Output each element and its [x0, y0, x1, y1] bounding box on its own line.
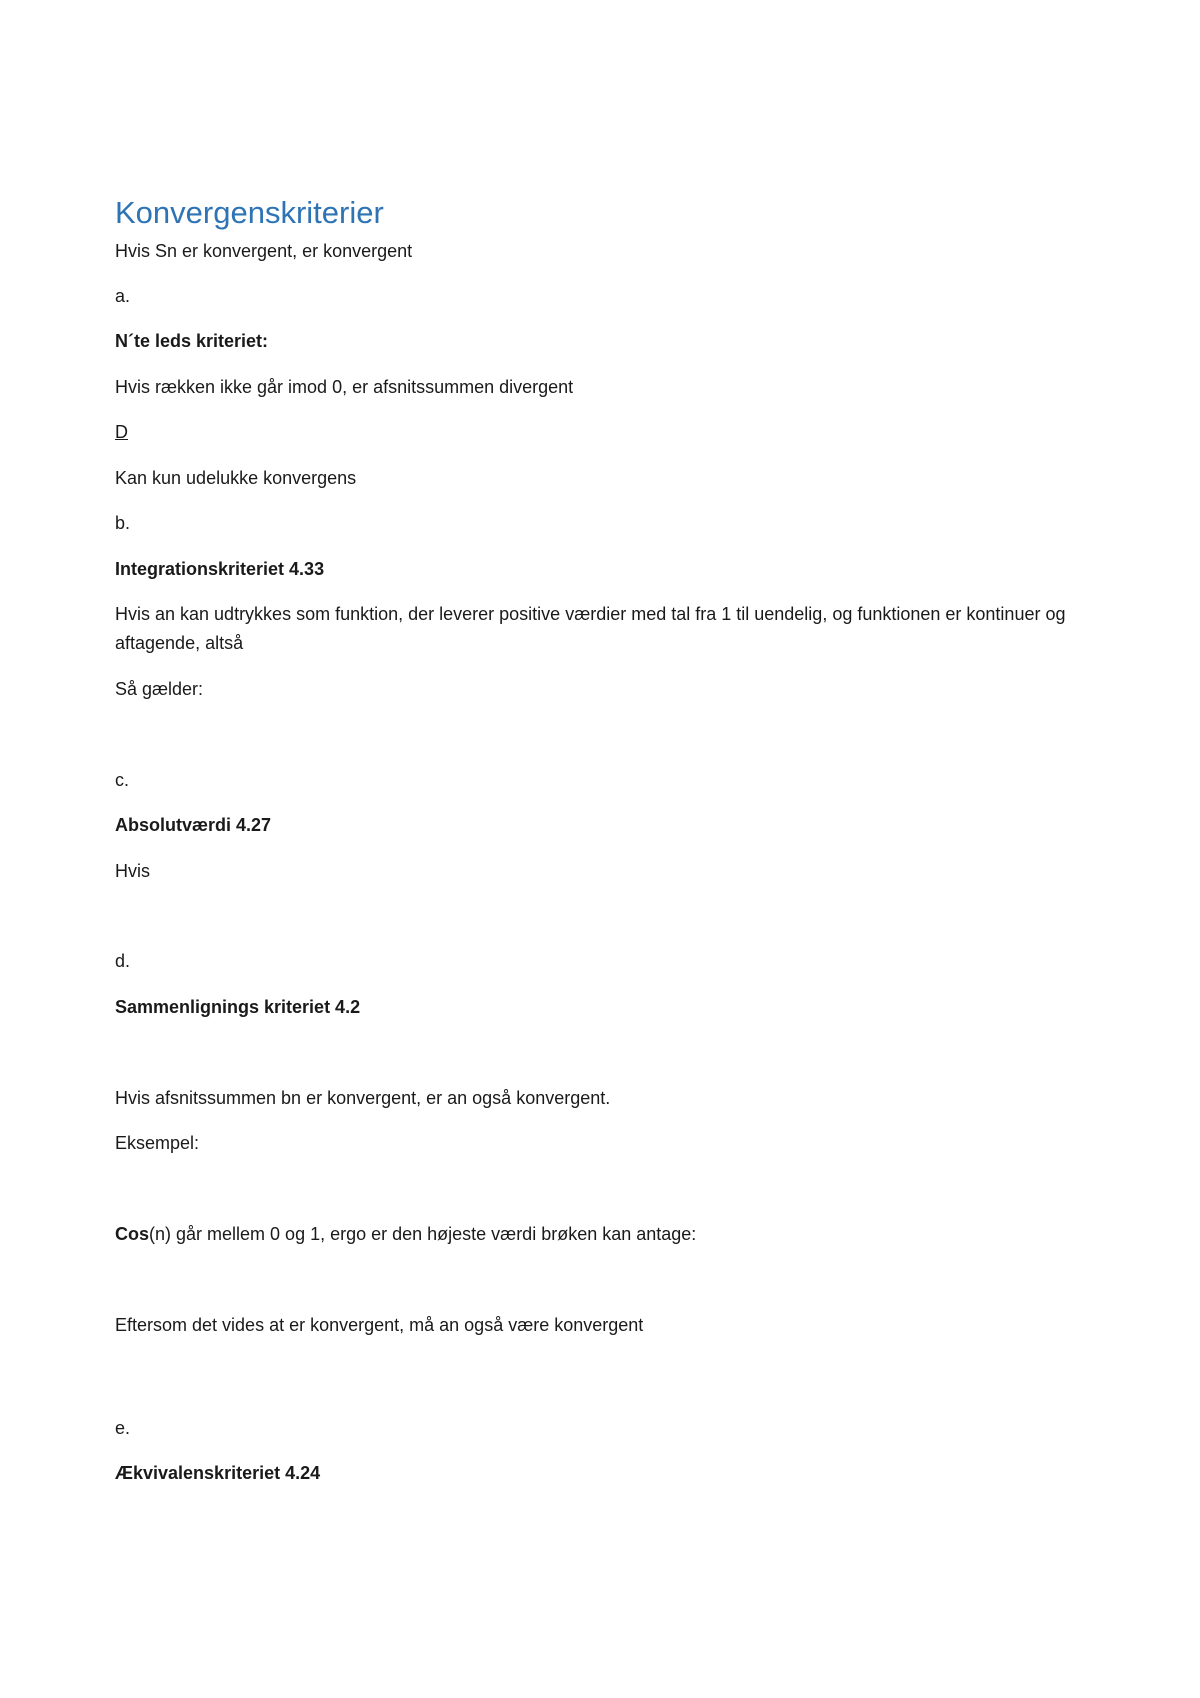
section-b-text: Hvis an kan udtrykkes som funktion, der leverer positive værdier med tal fra 1 til uendelig, og funktionen er kontinuer og aftagende, altså: [115, 604, 1066, 653]
intro-text: Hvis Sn er konvergent, er konvergent: [115, 241, 413, 261]
section-c-heading: Absolutværdi 4.27: [115, 815, 272, 835]
section-d-example-text: [115, 1220, 1105, 1249]
section-a-heading: N´te leds kriteriet:: [115, 331, 269, 351]
section-b-heading: Integrationskriteriet 4.33: [115, 559, 325, 579]
section-d-text: Hvis afsnitssummen bn er konvergent, er an også konvergent.: [115, 1088, 611, 1108]
section-d-conclusion: Eftersom det vides at er konvergent, må an også være konvergent: [115, 1315, 644, 1335]
section-a-text: Hvis rækken ikke går imod 0, er afsnitssummen divergent: [115, 377, 574, 397]
section-c-text: Hvis: [115, 861, 150, 881]
section-a-note: Kan kun udelukke konvergens: [115, 468, 357, 488]
section-e-heading: Ækvivalenskriteriet 4.24: [115, 1463, 321, 1483]
section-d-heading: Sammenlignings kriteriet 4.2: [115, 997, 361, 1017]
section-d-example-label: Eksempel:: [115, 1133, 200, 1153]
section-a-marker: D: [115, 422, 128, 442]
section-e-label: e.: [115, 1418, 131, 1438]
section-c-label: c.: [115, 770, 130, 790]
document-title: Konvergenskriterier: [115, 195, 384, 230]
section-a-label: a.: [115, 286, 131, 306]
cos-description: (n) går mellem 0 og 1, ergo er den højeste værdi brøken kan antage:: [149, 1224, 697, 1244]
section-b-conclusion: Så gælder:: [115, 679, 204, 699]
cos-term: Cos: [115, 1224, 150, 1244]
section-d-label: d.: [115, 951, 131, 971]
section-b-label: b.: [115, 513, 131, 533]
